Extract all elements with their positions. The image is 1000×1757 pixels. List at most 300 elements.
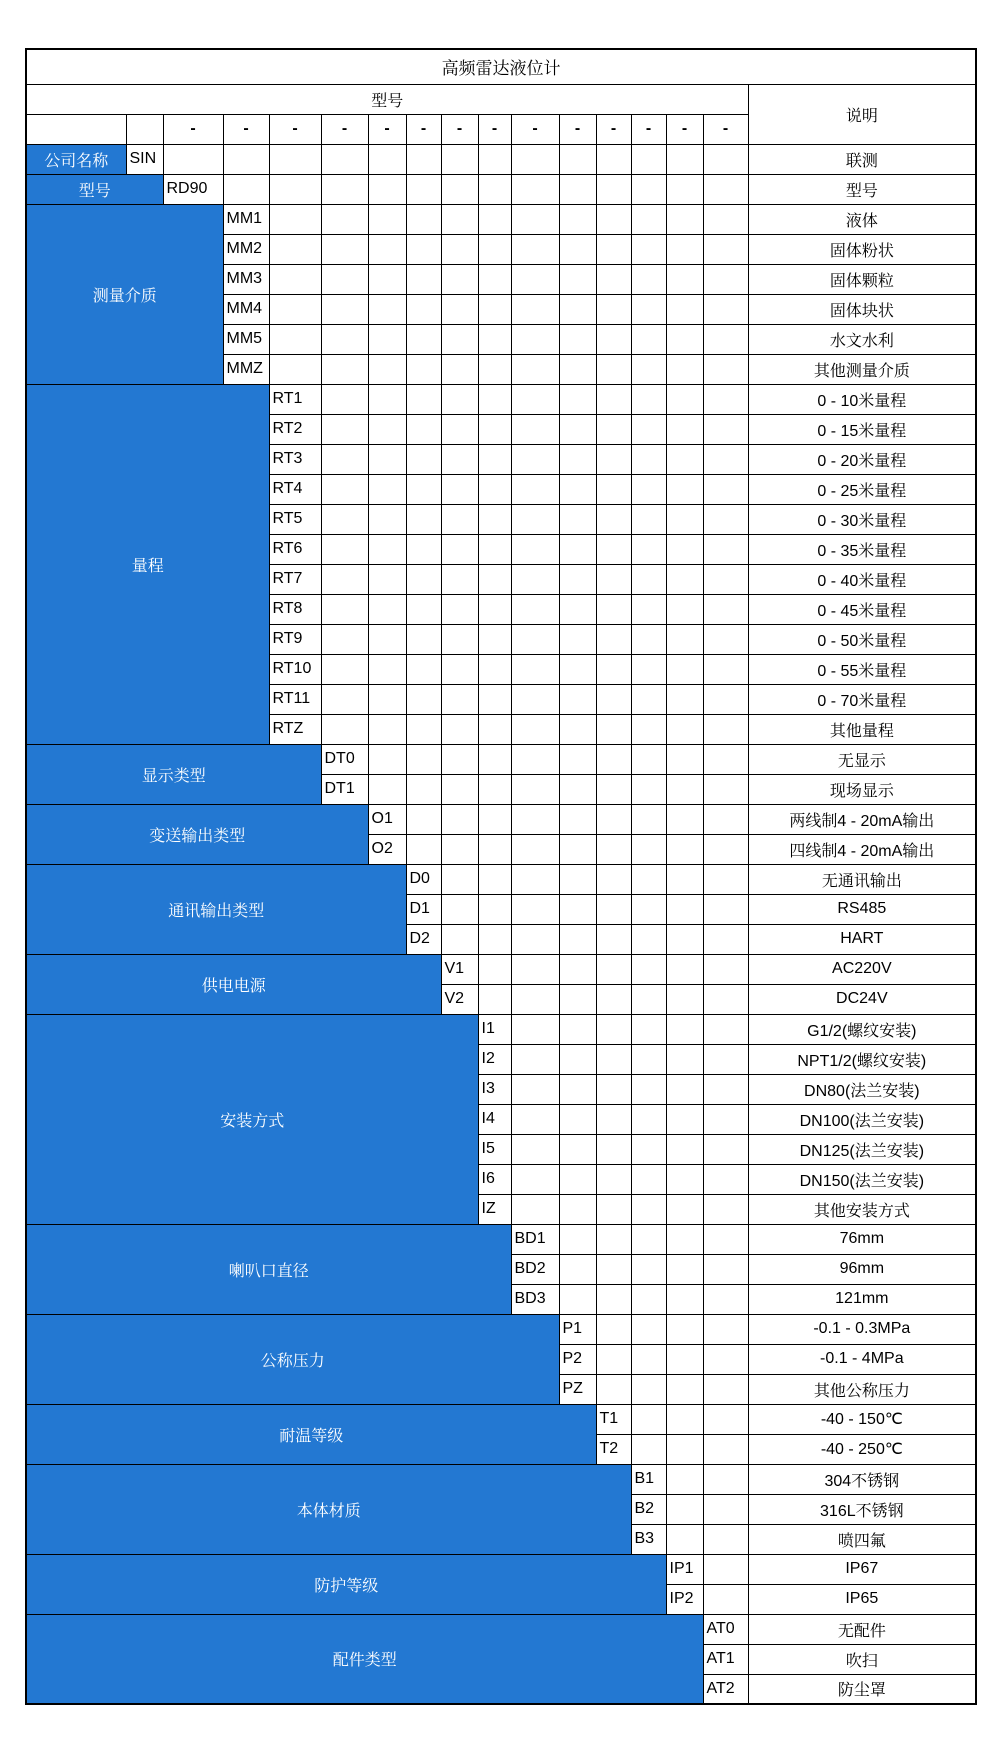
empty-cell bbox=[596, 774, 631, 804]
empty-cell bbox=[596, 534, 631, 564]
empty-cell bbox=[666, 954, 703, 984]
empty-cell bbox=[368, 744, 406, 774]
empty-cell bbox=[321, 234, 368, 264]
code-cell: RT9 bbox=[269, 624, 321, 654]
description-cell: DN100(法兰安装) bbox=[748, 1104, 976, 1134]
dash-cell: - bbox=[269, 114, 321, 144]
empty-cell bbox=[631, 714, 666, 744]
code-cell: RT11 bbox=[269, 684, 321, 714]
empty-cell bbox=[666, 834, 703, 864]
empty-cell bbox=[559, 954, 596, 984]
description-cell: RS485 bbox=[748, 894, 976, 924]
table-row bbox=[26, 1014, 976, 1044]
empty-cell bbox=[596, 1194, 631, 1224]
empty-cell bbox=[406, 834, 441, 864]
empty-cell bbox=[703, 1014, 748, 1044]
code-cell: RT8 bbox=[269, 594, 321, 624]
empty-cell bbox=[703, 714, 748, 744]
dash-cell: - bbox=[478, 114, 511, 144]
empty-cell bbox=[406, 684, 441, 714]
description-cell: 121mm bbox=[748, 1284, 976, 1314]
description-cell: 0 - 20米量程 bbox=[748, 444, 976, 474]
empty-cell bbox=[666, 534, 703, 564]
empty-cell bbox=[478, 234, 511, 264]
code-cell: RT7 bbox=[269, 564, 321, 594]
empty-cell bbox=[596, 1074, 631, 1104]
empty-cell bbox=[631, 474, 666, 504]
empty-cell bbox=[596, 474, 631, 504]
empty-cell bbox=[223, 174, 269, 204]
empty-cell bbox=[478, 684, 511, 714]
description-cell: -40 - 150℃ bbox=[748, 1404, 976, 1434]
empty-cell bbox=[703, 624, 748, 654]
empty-cell bbox=[511, 144, 559, 174]
empty-cell bbox=[478, 594, 511, 624]
table-row bbox=[26, 864, 976, 894]
empty-cell bbox=[703, 924, 748, 954]
code-cell: PZ bbox=[559, 1374, 596, 1404]
empty-cell bbox=[596, 744, 631, 774]
empty-cell bbox=[596, 894, 631, 924]
empty-cell bbox=[666, 1344, 703, 1374]
empty-cell bbox=[596, 1374, 631, 1404]
empty-cell bbox=[703, 294, 748, 324]
empty-cell bbox=[666, 204, 703, 234]
empty-cell bbox=[269, 174, 321, 204]
description-cell: IP65 bbox=[748, 1584, 976, 1614]
table-row bbox=[26, 1464, 976, 1494]
empty-cell bbox=[596, 954, 631, 984]
table-row bbox=[26, 1404, 976, 1434]
empty-cell bbox=[631, 354, 666, 384]
empty-cell bbox=[703, 744, 748, 774]
empty-cell bbox=[703, 1344, 748, 1374]
description-cell: IP67 bbox=[748, 1554, 976, 1584]
table-row bbox=[26, 144, 976, 174]
empty-cell bbox=[703, 534, 748, 564]
empty-cell bbox=[368, 714, 406, 744]
empty-cell bbox=[511, 954, 559, 984]
table-row bbox=[26, 954, 976, 984]
empty-cell bbox=[666, 414, 703, 444]
empty-cell bbox=[406, 294, 441, 324]
dash-cell: - bbox=[321, 114, 368, 144]
empty-cell bbox=[478, 924, 511, 954]
empty-cell bbox=[406, 384, 441, 414]
code-cell: V2 bbox=[441, 984, 478, 1014]
code-cell: I2 bbox=[478, 1044, 511, 1074]
table-row bbox=[26, 744, 976, 774]
empty-cell bbox=[631, 1194, 666, 1224]
empty-cell bbox=[511, 174, 559, 204]
empty-cell bbox=[631, 984, 666, 1014]
empty-cell bbox=[559, 1254, 596, 1284]
empty-cell bbox=[666, 1434, 703, 1464]
empty-cell bbox=[406, 234, 441, 264]
empty-cell bbox=[703, 1584, 748, 1614]
code-cell: RT6 bbox=[269, 534, 321, 564]
empty-cell bbox=[703, 204, 748, 234]
empty-cell bbox=[631, 204, 666, 234]
empty-cell bbox=[631, 564, 666, 594]
empty-cell bbox=[703, 564, 748, 594]
empty-cell bbox=[559, 1014, 596, 1044]
description-cell: 0 - 45米量程 bbox=[748, 594, 976, 624]
empty-cell bbox=[478, 324, 511, 354]
empty-cell bbox=[703, 1284, 748, 1314]
empty-cell bbox=[703, 174, 748, 204]
empty-cell bbox=[478, 834, 511, 864]
empty-cell bbox=[321, 414, 368, 444]
title-row bbox=[26, 49, 976, 84]
table-row bbox=[26, 1614, 976, 1644]
code-cell: I6 bbox=[478, 1164, 511, 1194]
table-row bbox=[26, 1554, 976, 1584]
empty-cell bbox=[441, 924, 478, 954]
empty-cell bbox=[478, 474, 511, 504]
empty-cell bbox=[559, 324, 596, 354]
empty-cell bbox=[368, 564, 406, 594]
code-cell: I4 bbox=[478, 1104, 511, 1134]
description-cell: DN125(法兰安装) bbox=[748, 1134, 976, 1164]
empty-cell bbox=[559, 534, 596, 564]
empty-cell bbox=[441, 744, 478, 774]
description-cell: 两线制4 - 20mA输出 bbox=[748, 804, 976, 834]
empty-cell bbox=[631, 414, 666, 444]
empty-cell bbox=[703, 1464, 748, 1494]
empty-cell bbox=[631, 894, 666, 924]
code-cell: RT3 bbox=[269, 444, 321, 474]
empty-cell bbox=[666, 1284, 703, 1314]
empty-cell bbox=[596, 324, 631, 354]
empty-cell bbox=[269, 144, 321, 174]
empty-cell bbox=[511, 1134, 559, 1164]
empty-cell bbox=[703, 984, 748, 1014]
empty-cell bbox=[666, 594, 703, 624]
empty-cell bbox=[406, 174, 441, 204]
empty-cell bbox=[478, 534, 511, 564]
empty-cell bbox=[666, 1314, 703, 1344]
empty-cell bbox=[666, 1104, 703, 1134]
description-cell: 现场显示 bbox=[748, 774, 976, 804]
empty-cell bbox=[666, 264, 703, 294]
empty-cell bbox=[478, 564, 511, 594]
code-cell: DT1 bbox=[321, 774, 368, 804]
empty-cell bbox=[406, 324, 441, 354]
empty-cell bbox=[321, 354, 368, 384]
table-row bbox=[26, 204, 976, 234]
empty-cell bbox=[559, 774, 596, 804]
empty-cell bbox=[596, 174, 631, 204]
empty-cell bbox=[406, 564, 441, 594]
empty-cell bbox=[666, 1224, 703, 1254]
empty-cell bbox=[666, 1404, 703, 1434]
empty-cell bbox=[511, 594, 559, 624]
category-cell: 量程 bbox=[26, 384, 269, 744]
empty-cell bbox=[368, 294, 406, 324]
empty-cell bbox=[441, 504, 478, 534]
description-cell: -40 - 250℃ bbox=[748, 1434, 976, 1464]
empty-cell bbox=[596, 624, 631, 654]
description-cell: 0 - 15米量程 bbox=[748, 414, 976, 444]
empty-cell bbox=[703, 1554, 748, 1584]
empty-cell bbox=[321, 564, 368, 594]
empty-cell bbox=[269, 354, 321, 384]
empty-cell bbox=[441, 264, 478, 294]
empty-cell bbox=[596, 504, 631, 534]
empty-cell bbox=[478, 984, 511, 1014]
empty-cell bbox=[631, 1344, 666, 1374]
empty-cell bbox=[666, 624, 703, 654]
empty-cell bbox=[666, 294, 703, 324]
empty-cell bbox=[703, 894, 748, 924]
empty-cell bbox=[559, 1284, 596, 1314]
code-cell: O1 bbox=[368, 804, 406, 834]
dash-cell: - bbox=[703, 114, 748, 144]
empty-cell bbox=[406, 714, 441, 744]
empty-cell bbox=[596, 714, 631, 744]
empty-cell bbox=[596, 564, 631, 594]
dash-cell: - bbox=[631, 114, 666, 144]
empty-cell bbox=[559, 234, 596, 264]
empty-cell bbox=[596, 684, 631, 714]
empty-cell bbox=[559, 684, 596, 714]
empty-cell bbox=[511, 624, 559, 654]
empty-cell bbox=[559, 264, 596, 294]
empty-cell bbox=[666, 894, 703, 924]
empty-cell bbox=[511, 444, 559, 474]
table-row bbox=[26, 384, 976, 414]
empty-cell bbox=[703, 234, 748, 264]
category-cell: 通讯输出类型 bbox=[26, 864, 406, 954]
empty-cell bbox=[559, 474, 596, 504]
description-cell: 联测 bbox=[748, 144, 976, 174]
empty-cell bbox=[666, 1194, 703, 1224]
empty-cell bbox=[478, 864, 511, 894]
empty-cell bbox=[478, 624, 511, 654]
empty-cell bbox=[703, 1374, 748, 1404]
empty-cell bbox=[666, 234, 703, 264]
description-cell: AC220V bbox=[748, 954, 976, 984]
empty-cell bbox=[666, 474, 703, 504]
dash-cell: - bbox=[163, 114, 223, 144]
empty-cell bbox=[596, 294, 631, 324]
description-cell: 其他安装方式 bbox=[748, 1194, 976, 1224]
category-cell: 本体材质 bbox=[26, 1464, 631, 1554]
empty-cell bbox=[703, 1254, 748, 1284]
empty-cell bbox=[223, 144, 269, 174]
description-cell: G1/2(螺纹安装) bbox=[748, 1014, 976, 1044]
empty-cell bbox=[511, 894, 559, 924]
empty-cell bbox=[406, 774, 441, 804]
empty-cell bbox=[478, 204, 511, 234]
description-cell: DC24V bbox=[748, 984, 976, 1014]
empty-cell bbox=[559, 1044, 596, 1074]
category-cell: 型号 bbox=[26, 174, 163, 204]
code-cell: RD90 bbox=[163, 174, 223, 204]
model-selection-sheet bbox=[25, 48, 977, 1705]
empty-cell bbox=[631, 1164, 666, 1194]
empty-cell bbox=[703, 264, 748, 294]
empty-cell bbox=[559, 864, 596, 894]
empty-cell bbox=[596, 1164, 631, 1194]
empty-cell bbox=[631, 1434, 666, 1464]
empty-cell bbox=[406, 744, 441, 774]
empty-cell bbox=[666, 444, 703, 474]
empty-cell bbox=[163, 144, 223, 174]
description-cell: 无通讯输出 bbox=[748, 864, 976, 894]
empty-cell bbox=[441, 444, 478, 474]
description-cell: -0.1 - 0.3MPa bbox=[748, 1314, 976, 1344]
empty-cell bbox=[596, 414, 631, 444]
empty-cell bbox=[703, 354, 748, 384]
page-title: 高频雷达液位计 bbox=[26, 49, 976, 84]
category-cell: 安装方式 bbox=[26, 1014, 478, 1224]
empty-cell bbox=[703, 1044, 748, 1074]
empty-cell bbox=[559, 654, 596, 684]
empty-cell bbox=[441, 204, 478, 234]
empty-cell bbox=[126, 114, 163, 144]
table-row bbox=[26, 174, 976, 204]
empty-cell bbox=[666, 744, 703, 774]
code-cell: IP2 bbox=[666, 1584, 703, 1614]
empty-cell bbox=[666, 504, 703, 534]
empty-cell bbox=[441, 864, 478, 894]
dash-cell: - bbox=[511, 114, 559, 144]
empty-cell bbox=[368, 474, 406, 504]
empty-cell bbox=[478, 444, 511, 474]
empty-cell bbox=[478, 354, 511, 384]
empty-cell bbox=[321, 294, 368, 324]
empty-cell bbox=[511, 474, 559, 504]
empty-cell bbox=[441, 474, 478, 504]
empty-cell bbox=[368, 684, 406, 714]
code-cell: D2 bbox=[406, 924, 441, 954]
empty-cell bbox=[478, 414, 511, 444]
empty-cell bbox=[511, 834, 559, 864]
dash-cell: - bbox=[596, 114, 631, 144]
empty-cell bbox=[406, 414, 441, 444]
empty-cell bbox=[703, 594, 748, 624]
description-cell: 固体颗粒 bbox=[748, 264, 976, 294]
empty-cell bbox=[478, 174, 511, 204]
empty-cell bbox=[441, 174, 478, 204]
empty-cell bbox=[559, 894, 596, 924]
description-cell: 喷四氟 bbox=[748, 1524, 976, 1554]
code-cell: MM4 bbox=[223, 294, 269, 324]
empty-cell bbox=[596, 594, 631, 624]
empty-cell bbox=[596, 1104, 631, 1134]
code-cell: SIN bbox=[126, 144, 163, 174]
empty-cell bbox=[368, 444, 406, 474]
description-cell: 304不锈钢 bbox=[748, 1464, 976, 1494]
empty-cell bbox=[596, 864, 631, 894]
code-cell: D1 bbox=[406, 894, 441, 924]
empty-cell bbox=[559, 504, 596, 534]
empty-cell bbox=[666, 1164, 703, 1194]
empty-cell bbox=[368, 594, 406, 624]
description-cell: 吹扫 bbox=[748, 1644, 976, 1674]
description-column-header: 说明 bbox=[748, 84, 976, 144]
empty-cell bbox=[631, 624, 666, 654]
empty-cell bbox=[559, 1074, 596, 1104]
code-cell: MM1 bbox=[223, 204, 269, 234]
empty-cell bbox=[666, 1464, 703, 1494]
empty-cell bbox=[703, 654, 748, 684]
empty-cell bbox=[511, 1194, 559, 1224]
empty-cell bbox=[511, 264, 559, 294]
empty-cell bbox=[596, 984, 631, 1014]
empty-cell bbox=[321, 684, 368, 714]
empty-cell bbox=[321, 504, 368, 534]
code-cell: RT5 bbox=[269, 504, 321, 534]
empty-cell bbox=[368, 774, 406, 804]
description-cell: 0 - 10米量程 bbox=[748, 384, 976, 414]
code-cell: BD1 bbox=[511, 1224, 559, 1254]
empty-cell bbox=[406, 264, 441, 294]
empty-cell bbox=[703, 1314, 748, 1344]
empty-cell bbox=[321, 144, 368, 174]
empty-cell bbox=[631, 1134, 666, 1164]
empty-cell bbox=[478, 294, 511, 324]
empty-cell bbox=[559, 834, 596, 864]
empty-cell bbox=[631, 504, 666, 534]
empty-cell bbox=[321, 204, 368, 234]
empty-cell bbox=[631, 1074, 666, 1104]
empty-cell bbox=[511, 294, 559, 324]
empty-cell bbox=[269, 234, 321, 264]
empty-cell bbox=[269, 204, 321, 234]
empty-cell bbox=[596, 1134, 631, 1164]
empty-cell bbox=[406, 144, 441, 174]
empty-cell bbox=[703, 954, 748, 984]
code-cell: RT10 bbox=[269, 654, 321, 684]
category-cell: 显示类型 bbox=[26, 744, 321, 804]
code-cell: D0 bbox=[406, 864, 441, 894]
empty-cell bbox=[703, 1164, 748, 1194]
empty-cell bbox=[596, 384, 631, 414]
empty-cell bbox=[703, 444, 748, 474]
empty-cell bbox=[511, 714, 559, 744]
empty-cell bbox=[596, 804, 631, 834]
table-row bbox=[26, 1224, 976, 1254]
description-cell: 无显示 bbox=[748, 744, 976, 774]
description-cell: 0 - 35米量程 bbox=[748, 534, 976, 564]
empty-cell bbox=[666, 1254, 703, 1284]
empty-cell bbox=[559, 204, 596, 234]
empty-cell bbox=[631, 384, 666, 414]
description-cell: 其他测量介质 bbox=[748, 354, 976, 384]
empty-cell bbox=[703, 684, 748, 714]
empty-cell bbox=[441, 684, 478, 714]
empty-cell bbox=[511, 204, 559, 234]
empty-cell bbox=[559, 984, 596, 1014]
empty-cell bbox=[631, 174, 666, 204]
description-cell: NPT1/2(螺纹安装) bbox=[748, 1044, 976, 1074]
empty-cell bbox=[631, 804, 666, 834]
empty-cell bbox=[511, 1014, 559, 1044]
model-header-row bbox=[26, 84, 976, 114]
empty-cell bbox=[631, 924, 666, 954]
empty-cell bbox=[511, 654, 559, 684]
empty-cell bbox=[703, 324, 748, 354]
empty-cell bbox=[631, 774, 666, 804]
dash-cell: - bbox=[441, 114, 478, 144]
empty-cell bbox=[406, 474, 441, 504]
empty-cell bbox=[703, 474, 748, 504]
empty-cell bbox=[559, 444, 596, 474]
table-row bbox=[26, 1314, 976, 1344]
